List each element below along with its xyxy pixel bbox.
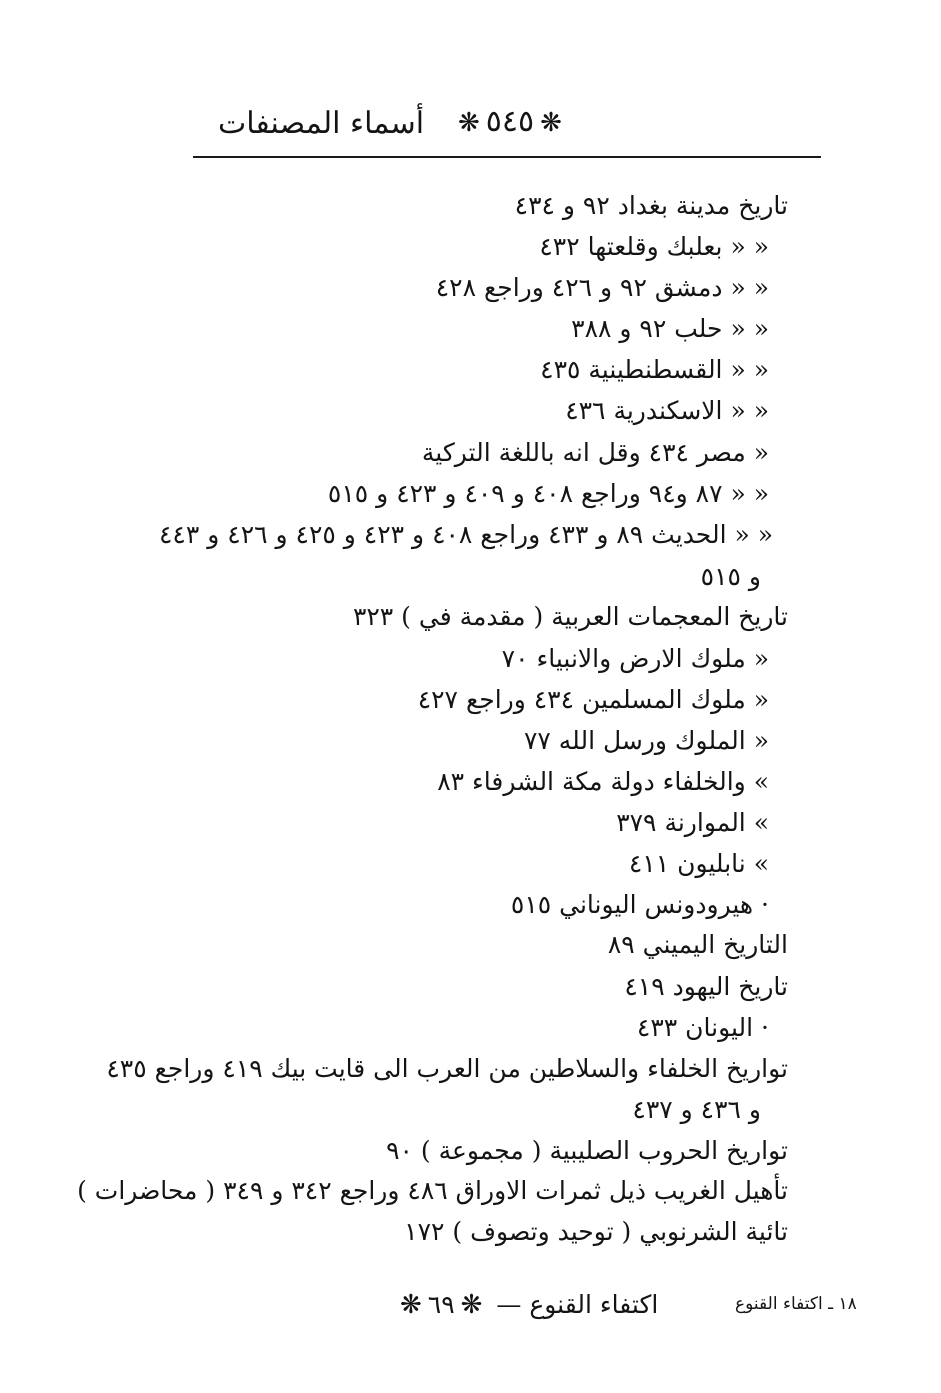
index-entry: « مصر ٤٣٤ وقل انه باللغة التركية [421, 438, 769, 467]
printer-signature: ١٨ ـ اكتفاء القنوع [735, 1294, 857, 1314]
ornament-icon: ❋ [400, 1290, 422, 1320]
index-entry: » نابليون ٤١١ [628, 849, 769, 878]
index-entry: تأهيل الغريب ذيل ثمرات الاوراق ٤٨٦ وراجع ٣٤٢ و ٣٤٩ ( محاضرات ) [77, 1176, 788, 1205]
index-entry: « « ٨٧ و٩٤ وراجع ٤٠٨ و ٤٠٩ و ٤٢٣ و ٥١٥ [327, 479, 769, 508]
running-header-title: أسماء المصنفات [218, 106, 425, 141]
index-entry: تاريخ اليهود ٤١٩ [624, 972, 788, 1001]
index-entry: · اليونان ٤٣٣ [636, 1013, 769, 1042]
index-entry: « ملوك الارض والانبياء ٧٠ [501, 644, 769, 673]
index-entry: « « حلب ٩٢ و ٣٨٨ [571, 314, 769, 343]
index-entry: · هيرودونس اليوناني ٥١٥ [510, 890, 769, 919]
footer-running-title [394, 1290, 658, 1320]
index-entry: تواريخ الحروب الصليبية ( مجموعة ) ٩٠ [386, 1136, 788, 1165]
ornament-icon: ❋ [460, 1290, 483, 1320]
index-entry: « « دمشق ٩٢ و ٤٢٦ وراجع ٤٢٨ [435, 273, 769, 302]
index-entry: تواريخ الخلفاء والسلاطين من العرب الى قايت بيك ٤١٩ وراجع ٤٣٥ [106, 1054, 788, 1083]
footer-sheet-number: ٦٩ [427, 1290, 455, 1319]
index-entry-continuation: و ٤٣٦ و ٤٣٧ [632, 1095, 761, 1124]
index-entry: « الملوك ورسل الله ٧٧ [523, 726, 769, 755]
ornament-icon: ❋ [458, 108, 480, 138]
footer-title-text: اكتفاء القنوع — [496, 1290, 659, 1319]
index-entry: » الموارنة ٣٧٩ [616, 808, 769, 837]
page-number-value: ٥٤٥ [485, 104, 535, 139]
index-entry: تائية الشرنوبي ( توحيد وتصوف ) ١٧٢ [404, 1217, 788, 1246]
index-entry: التاريخ اليميني ٨٩ [607, 930, 788, 959]
header-rule [193, 156, 821, 158]
index-entry-continuation: و ٥١٥ [700, 562, 761, 591]
index-entry: « « الحديث ٨٩ و ٤٣٣ وراجع ٤٠٨ و ٤٢٣ و ٤٢٥ و ٤٢٦ و ٤٤٣ [159, 520, 773, 549]
index-entry: « « بعلبك وقلعتها ٤٣٢ [539, 232, 769, 261]
index-entry: « « الاسكندرية ٤٣٦ [565, 396, 769, 425]
index-entry: « « القسطنطينية ٤٣٥ [540, 355, 769, 384]
ornament-icon: ❋ [540, 108, 562, 138]
index-entry: تاريخ مدينة بغداد ٩٢ و ٤٣٤ [514, 191, 788, 220]
index-entry: » والخلفاء دولة مكة الشرفاء ٨٣ [437, 767, 769, 796]
page-number [452, 104, 568, 139]
index-entry: « ملوك المسلمين ٤٣٤ وراجع ٤٢٧ [417, 685, 769, 714]
index-entry: تاريخ المعجمات العربية ( مقدمة في ) ٣٢٣ [352, 602, 788, 631]
